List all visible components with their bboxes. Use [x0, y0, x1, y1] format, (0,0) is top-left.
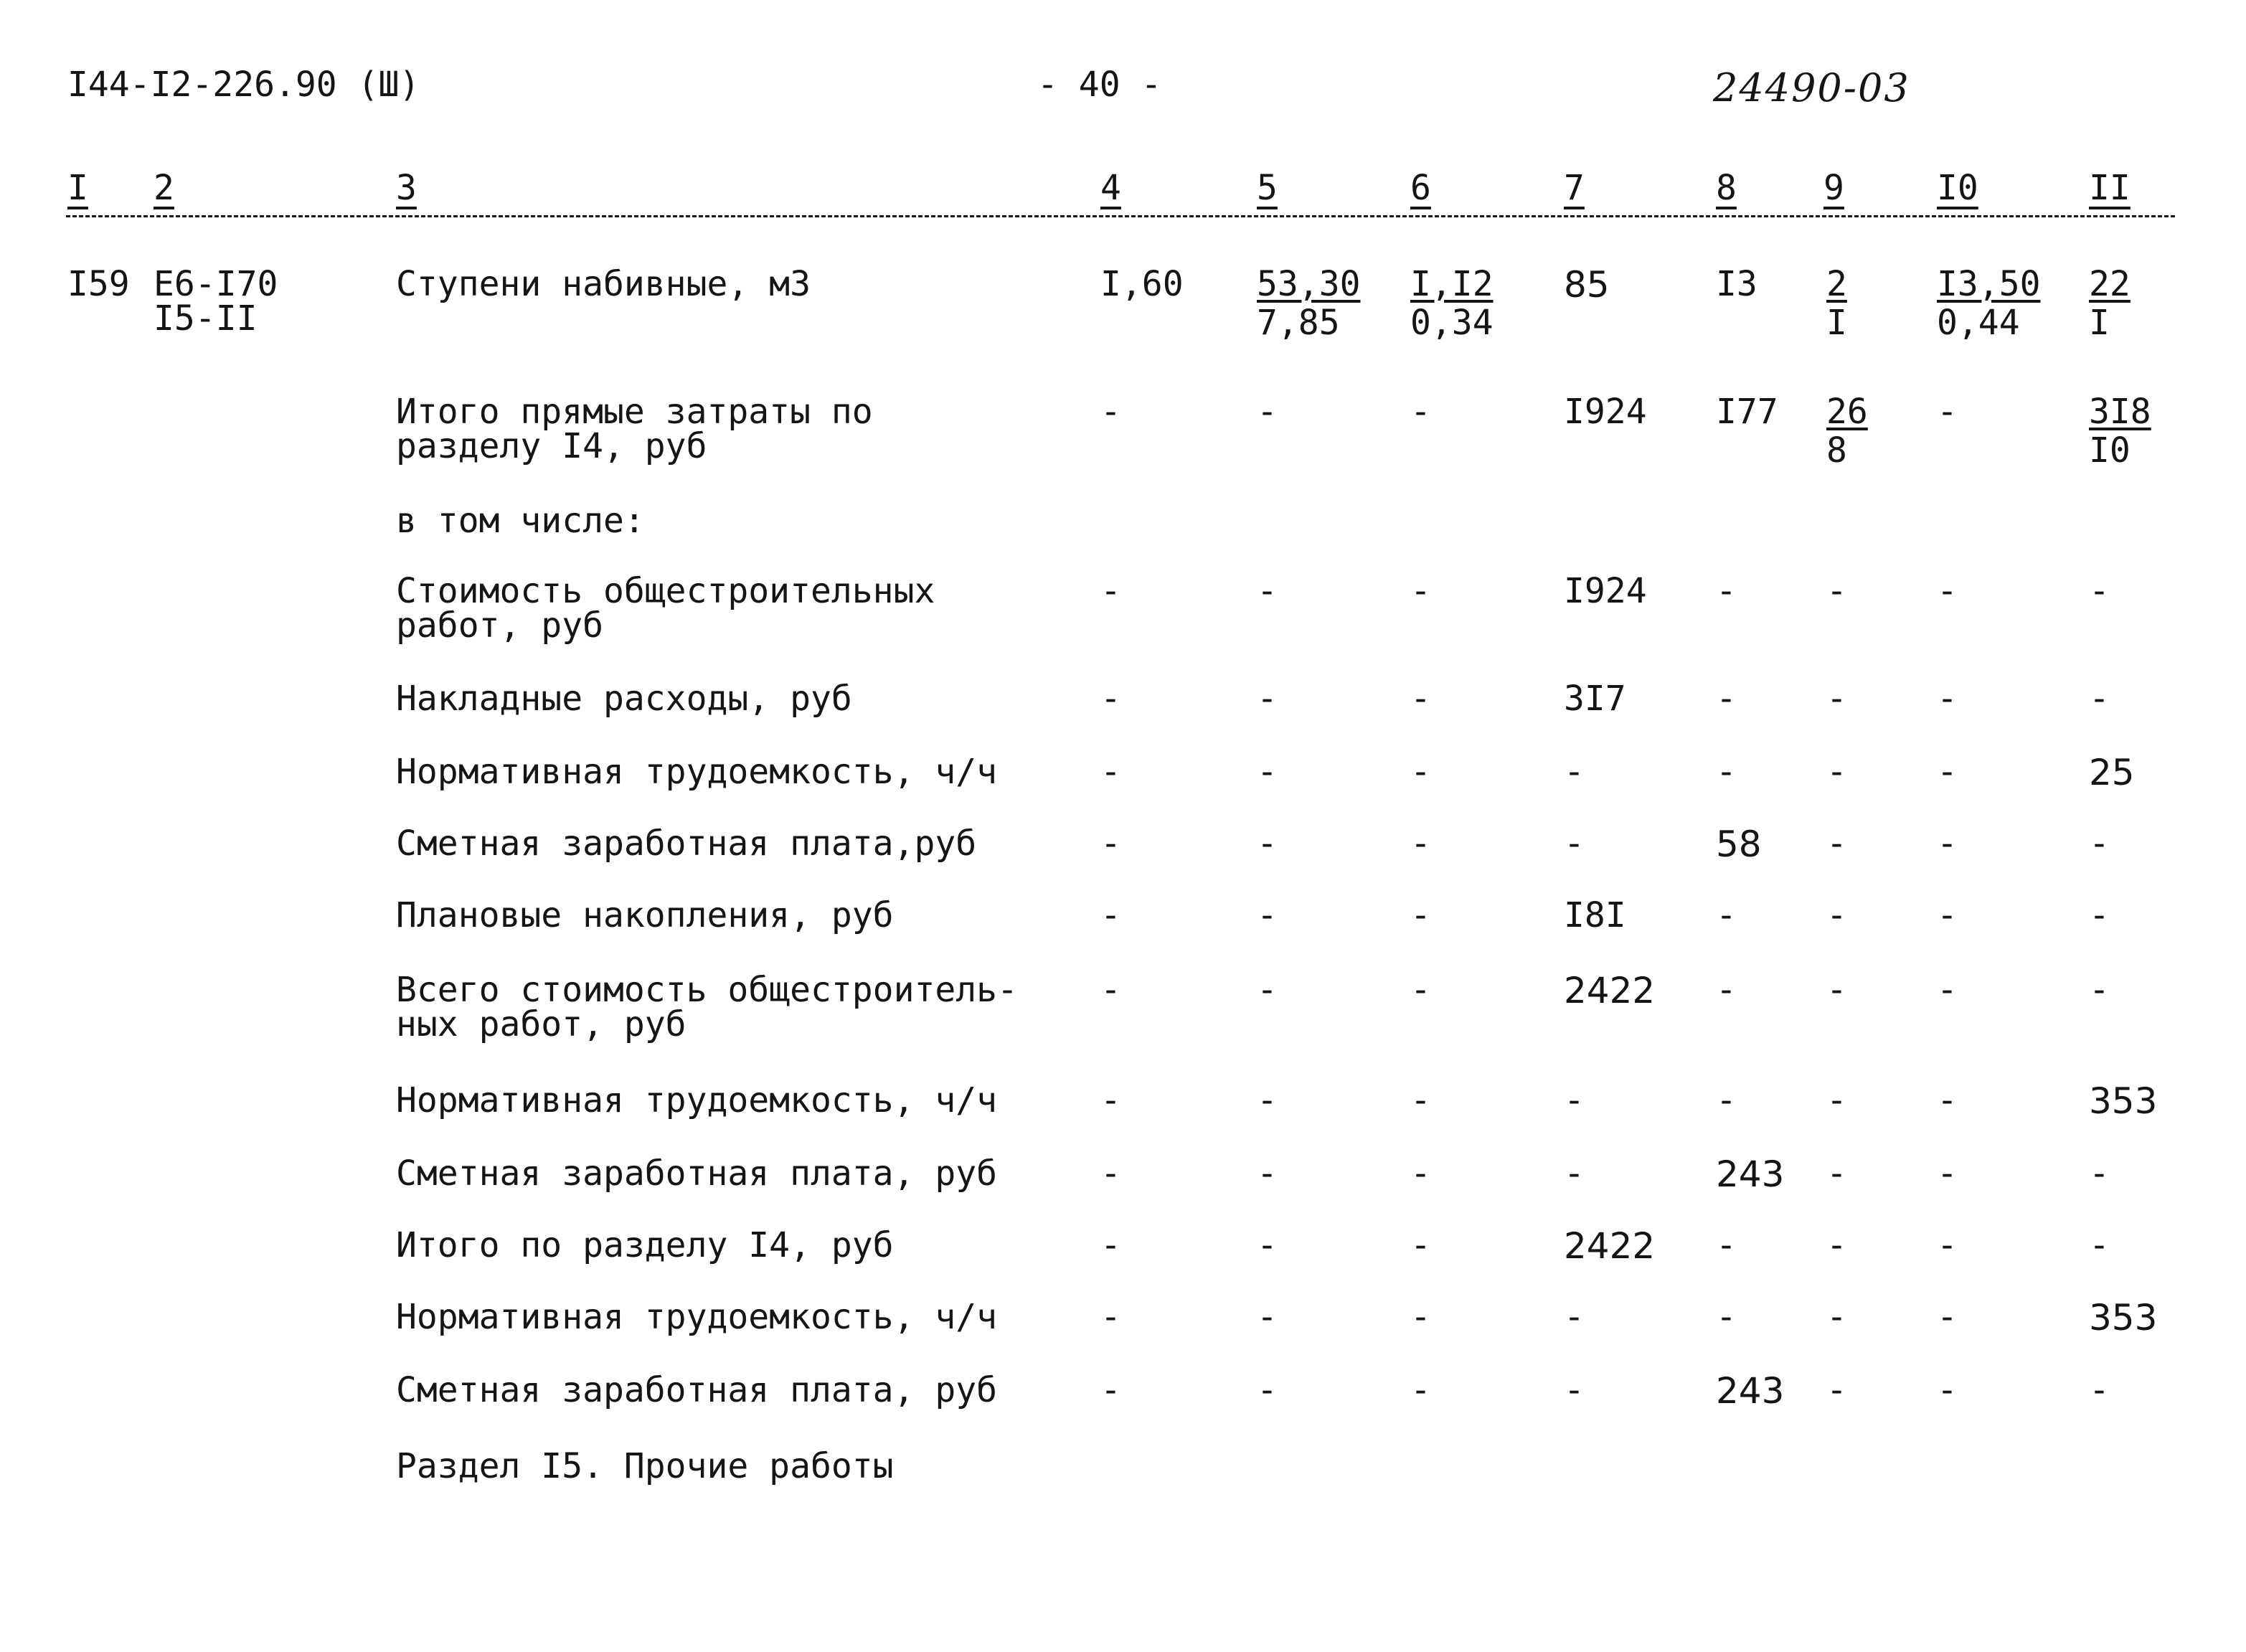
- cell-col11: 353: [2089, 1297, 2158, 1339]
- cell-col6: -: [1410, 823, 1431, 864]
- cell-col11: -: [2089, 823, 2110, 864]
- cell-col11: [2089, 392, 2151, 471]
- cell-col11-bottom: I: [2089, 303, 2110, 343]
- cell-col5: -: [1257, 1225, 1278, 1265]
- cell-col9-bottom: 8: [1826, 430, 1847, 471]
- cell-col9-bottom: I: [1826, 303, 1847, 343]
- cell-col4: -: [1100, 679, 1121, 719]
- cell-col9: -: [1826, 1297, 1847, 1337]
- cell-col11: [2089, 264, 2131, 343]
- cell-col10: -: [1937, 752, 1958, 792]
- row-description: [396, 1153, 998, 1194]
- cell-col8: 243: [1716, 1370, 1785, 1412]
- cell-col5: -: [1257, 1080, 1278, 1120]
- cell-col5: -: [1257, 1153, 1278, 1194]
- item-code-bottom: I5-II: [154, 298, 258, 339]
- cell-col8: -: [1716, 1080, 1737, 1120]
- cell-col4: -: [1100, 752, 1121, 792]
- cell-col5: -: [1257, 571, 1278, 611]
- row-description-line2: ных работ, руб: [396, 1004, 686, 1044]
- cell-col6: -: [1410, 1153, 1431, 1194]
- cell-col5: -: [1257, 970, 1278, 1010]
- row-description-line1: Нормативная трудоемкость, ч/ч: [396, 752, 998, 792]
- cell-col6: -: [1410, 1370, 1431, 1410]
- cell-col5: -: [1257, 752, 1278, 792]
- cell-col11: -: [2089, 1153, 2110, 1194]
- cell-col10: -: [1937, 1080, 1958, 1120]
- cell-col6: [1410, 264, 1494, 343]
- document-code: I44-I2-226.90 (Ш): [67, 65, 420, 105]
- row-description: в том числе:: [396, 501, 645, 541]
- cell-col11: -: [2089, 895, 2110, 935]
- cell-col8: -: [1716, 1297, 1737, 1337]
- cell-col4: -: [1100, 392, 1121, 432]
- cell-col11-bottom: I0: [2089, 430, 2131, 471]
- row-description-line1: Накладные расходы, руб: [396, 679, 852, 719]
- cell-col5-top: 53,30: [1257, 264, 1361, 304]
- cell-col6-top: I,I2: [1410, 264, 1494, 304]
- inventory-number: 24490-03: [1713, 65, 1910, 110]
- row-description: [396, 970, 1018, 1044]
- cell-col4: -: [1100, 1370, 1121, 1410]
- cell-col7: -: [1564, 823, 1585, 864]
- cell-col4: I,60: [1100, 264, 1184, 304]
- row-description: [396, 1225, 894, 1265]
- page-number: - 40 -: [1037, 65, 1162, 105]
- cell-col8: -: [1716, 970, 1737, 1010]
- cell-col11-top: 3I8: [2089, 392, 2151, 432]
- row-description: [396, 1080, 998, 1120]
- cell-col6: -: [1410, 1080, 1431, 1120]
- cell-col9: -: [1826, 1225, 1847, 1265]
- cell-col8: I77: [1716, 392, 1778, 432]
- cell-col10: -: [1937, 970, 1958, 1010]
- cell-col9: [1826, 392, 1868, 471]
- cell-col6-bottom: 0,34: [1410, 303, 1494, 343]
- item-code-top: E6-I70: [154, 264, 278, 304]
- row-description-line1: Сметная заработная плата, руб: [396, 1370, 998, 1410]
- cell-col6: -: [1410, 895, 1431, 935]
- column-number: 3: [396, 168, 417, 208]
- cell-col11: -: [2089, 679, 2110, 719]
- row-description: [396, 1297, 998, 1337]
- row-description-line1: Сметная заработная плата, руб: [396, 1153, 998, 1194]
- cell-col11: 353: [2089, 1080, 2158, 1122]
- cell-col5: -: [1257, 1297, 1278, 1337]
- cell-col8: I3: [1716, 264, 1757, 304]
- cell-col5: -: [1257, 1370, 1278, 1410]
- cell-col8: -: [1716, 679, 1737, 719]
- row-description-line2: разделу I4, руб: [396, 426, 707, 466]
- cell-col8: 243: [1716, 1153, 1785, 1195]
- cell-col8: -: [1716, 571, 1737, 611]
- row-description-line1: Плановые накопления, руб: [396, 895, 894, 935]
- row-description-line1: Стоимость общестроительных: [396, 571, 935, 611]
- column-number-row: [0, 168, 2246, 221]
- cell-col7: 3I7: [1564, 679, 1626, 719]
- column-number: 8: [1716, 168, 1737, 208]
- cell-col11-top: 22: [2089, 264, 2131, 304]
- cell-col7: -: [1564, 1080, 1585, 1120]
- cell-col9: -: [1826, 1080, 1847, 1120]
- cell-col9: -: [1826, 1153, 1847, 1194]
- column-number: II: [2089, 168, 2131, 208]
- column-number: I0: [1937, 168, 1978, 208]
- cell-col7: I924: [1564, 392, 1647, 432]
- cell-col4: -: [1100, 1225, 1121, 1265]
- cell-col5: -: [1257, 823, 1278, 864]
- row-description: [396, 571, 935, 646]
- cell-col8: 58: [1716, 823, 1762, 865]
- cell-col9: -: [1826, 1370, 1847, 1410]
- cell-col7: -: [1564, 752, 1585, 792]
- item-description: Ступени набивные, м3: [396, 264, 811, 304]
- cell-col7: -: [1564, 1297, 1585, 1337]
- cell-col9-top: 2: [1826, 264, 1847, 304]
- cell-col7: -: [1564, 1370, 1585, 1410]
- row-description-line1: Итого по разделу I4, руб: [396, 1225, 894, 1265]
- row-description-line2: работ, руб: [396, 605, 603, 646]
- row-description-line1: Всего стоимость общестроитель-: [396, 970, 1018, 1010]
- row-description-line1: Раздел I5. Прочие работы: [396, 1446, 894, 1486]
- cell-col9: -: [1826, 895, 1847, 935]
- cell-col6: -: [1410, 752, 1431, 792]
- cell-col5: -: [1257, 392, 1278, 432]
- cell-col6: -: [1410, 1225, 1431, 1265]
- cell-col10: -: [1937, 895, 1958, 935]
- cell-col4: -: [1100, 1153, 1121, 1194]
- cell-col6: -: [1410, 571, 1431, 611]
- cell-col5-bottom: 7,85: [1257, 303, 1340, 343]
- cell-col4: -: [1100, 970, 1121, 1010]
- cell-col11: -: [2089, 571, 2110, 611]
- cell-col10: [1937, 264, 2041, 343]
- row-description-line1: Сметная заработная плата,руб: [396, 823, 977, 864]
- cell-col6: -: [1410, 970, 1431, 1010]
- cell-col10: -: [1937, 823, 1958, 864]
- cell-col11: 25: [2089, 752, 2135, 793]
- cell-col7: -: [1564, 1153, 1585, 1194]
- cell-col6: -: [1410, 1297, 1431, 1337]
- cell-col10: -: [1937, 392, 1958, 432]
- cell-col8: -: [1716, 1225, 1737, 1265]
- cell-col11: -: [2089, 970, 2110, 1010]
- cell-col10: -: [1937, 1370, 1958, 1410]
- cell-col9: -: [1826, 752, 1847, 792]
- row-description: [396, 1446, 894, 1486]
- cell-col9: -: [1826, 679, 1847, 719]
- cell-col7: 85: [1564, 264, 1610, 306]
- row-description-line1: Нормативная трудоемкость, ч/ч: [396, 1297, 998, 1337]
- cell-col9: [1826, 264, 1847, 343]
- cell-col9-top: 26: [1826, 392, 1868, 432]
- row-description: [396, 752, 998, 792]
- cell-col8: -: [1716, 895, 1737, 935]
- cell-col6: -: [1410, 679, 1431, 719]
- column-number: 9: [1823, 168, 1844, 208]
- cell-col7: I924: [1564, 571, 1647, 611]
- cell-col6: -: [1410, 392, 1431, 432]
- row-description: [396, 895, 894, 935]
- column-number: 4: [1100, 168, 1121, 208]
- row-description: [396, 1370, 998, 1410]
- column-number: 6: [1410, 168, 1431, 208]
- item-number: I59: [67, 264, 130, 304]
- cell-col4: -: [1100, 823, 1121, 864]
- cell-col11: -: [2089, 1225, 2110, 1265]
- row-description: [396, 679, 852, 719]
- cell-col5: -: [1257, 895, 1278, 935]
- row-description-line1: Итого прямые затраты по: [396, 392, 873, 432]
- column-number: 5: [1257, 168, 1278, 208]
- cell-col4: -: [1100, 895, 1121, 935]
- cell-col7: 2422: [1564, 970, 1656, 1011]
- cell-col7: I8I: [1564, 895, 1626, 935]
- row-description: [396, 823, 977, 864]
- cell-col9: -: [1826, 823, 1847, 864]
- cell-col5: [1257, 264, 1361, 343]
- row-description-line1: Нормативная трудоемкость, ч/ч: [396, 1080, 998, 1120]
- cell-col9: -: [1826, 970, 1847, 1010]
- cell-col10: -: [1937, 1225, 1958, 1265]
- cell-col10: -: [1937, 1297, 1958, 1337]
- cell-col11: -: [2089, 1370, 2110, 1410]
- cell-col10-bottom: 0,44: [1937, 303, 2020, 343]
- cell-col10-top: I3,50: [1937, 264, 2041, 304]
- cell-col4: -: [1100, 1080, 1121, 1120]
- cell-col10: -: [1937, 571, 1958, 611]
- cell-col9: -: [1826, 571, 1847, 611]
- cell-col5: -: [1257, 679, 1278, 719]
- header-rule: [66, 215, 2175, 217]
- cell-col7: 2422: [1564, 1225, 1656, 1267]
- row-description: [396, 392, 873, 466]
- cell-col10: -: [1937, 1153, 1958, 1194]
- cell-col10: -: [1937, 679, 1958, 719]
- column-number: I: [67, 168, 88, 208]
- cell-col4: -: [1100, 1297, 1121, 1337]
- cell-col4: -: [1100, 571, 1121, 611]
- column-number: 2: [154, 168, 174, 208]
- cell-col8: -: [1716, 752, 1737, 792]
- item-code: [154, 264, 278, 339]
- column-number: 7: [1564, 168, 1585, 208]
